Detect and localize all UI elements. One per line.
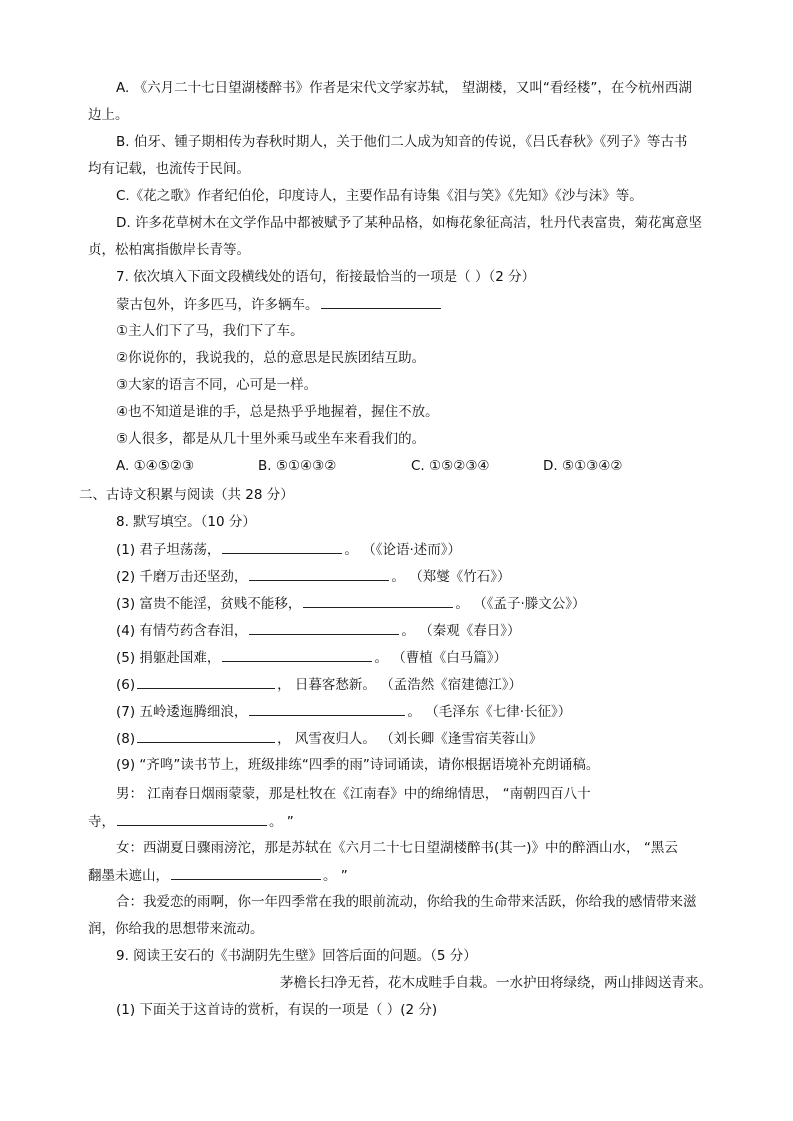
prompt-text: (2) 千磨万击还坚劲， [116, 569, 248, 585]
prompt-text: 翻墨未遮山， [88, 868, 169, 884]
option-d-line2: 贞，松柏寓指傲岸长青等。 [88, 242, 250, 258]
q7-option-b: B. ⑤①④③② [258, 458, 337, 474]
closing-text: 。 ” [269, 814, 294, 830]
male-line-2 [88, 812, 294, 831]
source-text: ， 风雪夜归人。 （刘长卿《逢雪宿芙蓉山》 [277, 731, 543, 747]
q7-item-3: ③大家的语言不同，心可是一样。 [116, 377, 318, 393]
answer-blank[interactable] [249, 702, 405, 716]
answer-blank[interactable] [249, 621, 399, 635]
q8-line-5 [116, 648, 507, 667]
source-text: ， 日暮客愁新。 （孟浩然《宿建德江》） [277, 677, 522, 693]
source-text: 。 （郑燮《竹石》） [391, 569, 511, 585]
q8-line-8 [116, 729, 542, 748]
answer-blank[interactable] [303, 594, 453, 608]
answer-blank[interactable] [171, 866, 321, 880]
source-text: 。 （《孟子·滕文公》） [455, 596, 586, 612]
poem-text: 茅檐长扫净无苔，花木成畦手自栽。一水护田将绿绕，两山排闼送青来。 [280, 975, 712, 991]
female-line-2 [88, 866, 348, 885]
q8-line-7 [116, 702, 571, 721]
q7-option-c: C. ①⑤②③④ [411, 458, 490, 474]
prompt-text: (6) [116, 677, 136, 693]
answer-blank[interactable] [117, 812, 267, 826]
question-7-passage [116, 295, 443, 314]
option-b-line1: B. 伯牙、锺子期相传为春秋时期人，关于他们二人成为知音的传说，《吕氏春秋》《列子》等古书 [116, 134, 688, 150]
option-c-line: C.《花之歌》作者纪伯伦，印度诗人，主要作品有诗集《泪与笑》《先知》《沙与沫》等。 [116, 188, 643, 204]
option-d-line1: D. 许多花草树木在文学作品中都被赋予了某种品格，如梅花象征高洁，牡丹代表富贵，菊花寓意坚 [116, 215, 702, 231]
q8-line-2 [116, 567, 510, 586]
q7-item-2: ②你说你的，我说我的，总的意思是民族团结互助。 [116, 350, 426, 366]
question-7-stem: 7. 依次填入下面文段横线处的语句，衔接最恰当的一项是（ ）（2 分） [116, 269, 536, 285]
passage-text: 蒙古包外，许多匹马，许多辆车。 [116, 297, 319, 313]
prompt-text: 寺， [88, 814, 115, 830]
answer-blank[interactable] [137, 729, 275, 743]
q7-item-4: ④也不知道是谁的手，总是热乎乎地握着，握住不放。 [116, 404, 439, 420]
option-a-line2: 边上。 [88, 107, 129, 123]
prompt-text: (5) 捐躯赴国难， [116, 650, 221, 666]
question-8-stem: 8. 默写填空。（10 分） [116, 514, 256, 530]
answer-blank[interactable] [137, 675, 275, 689]
prompt-text: (8) [116, 731, 136, 747]
source-text: 。 （秦观《春日》） [401, 623, 521, 639]
q8-line-3 [116, 594, 586, 613]
q7-option-d: D. ⑤①③④② [543, 458, 623, 474]
source-text: 。 （曹植《白马篇》） [374, 650, 507, 666]
option-a-line1: A. 《六月二十七日望湖楼醉书》作者是宋代文学家苏轼， 望湖楼，又叫“看经楼”，在今杭州西湖 [116, 80, 692, 96]
section-2-title: 二、古诗文积累与阅读（共 28 分） [79, 487, 294, 503]
option-b-line2: 均有记载，也流传于民间。 [88, 161, 250, 177]
answer-blank[interactable] [222, 648, 372, 662]
prompt-text: (7) 五岭逶迤腾细浪， [116, 704, 248, 720]
q8-line-6 [116, 675, 522, 694]
q7-item-5: ⑤人很多，都是从几十里外乘马或坐车来看我们的。 [116, 431, 426, 447]
q7-item-1: ①主人们下了马，我们下了车。 [116, 323, 304, 339]
answer-blank[interactable] [222, 540, 342, 554]
question-9-stem: 9. 阅读王安石的《书湖阴先生壁》回答后面的问题。（5 分） [116, 948, 477, 964]
chorus-line-1: 合：我爱恋的雨啊，你一年四季常在我的眼前流动，你给我的生命带来活跃，你给我的感情带来滋 [116, 894, 697, 910]
prompt-text: (4) 有情芍药含春泪， [116, 623, 248, 639]
source-text: 。 （《论语·述而》） [344, 542, 462, 558]
q7-option-a: A. ①④⑤②③ [116, 458, 195, 474]
chorus-line-2: 润，你给我的思想带来流动。 [88, 921, 264, 937]
prompt-text: (1) 君子坦荡荡， [116, 542, 221, 558]
q8-line-1 [116, 540, 461, 559]
answer-blank[interactable] [249, 567, 389, 581]
answer-blank[interactable] [321, 295, 441, 309]
question-9-sub-1: (1) 下面关于这首诗的赏析，有误的一项是（ ）(2 分) [116, 1002, 438, 1018]
source-text: 。 （毛泽东《七律·长征》） [407, 704, 572, 720]
q8-line-4 [116, 621, 520, 640]
prompt-text: (3) 富贵不能淫，贫贱不能移， [116, 596, 302, 612]
q8-item-9: (9) “齐鸣”读书节上，班级排练“四季的雨”诗词诵读，请你根据语境补充朗诵稿。 [116, 757, 600, 773]
female-line-1: 女：西湖夏日骤雨滂沱，那是苏轼在《六月二十七日望湖楼醉书(其一)》中的醉酒山水， “黑云 [116, 840, 678, 856]
closing-text: 。 ” [323, 868, 348, 884]
male-line-1: 男： 江南春日烟雨蒙蒙，那是杜牧在《江南春》中的绵绵情思， “南朝四百八十 [116, 786, 591, 802]
